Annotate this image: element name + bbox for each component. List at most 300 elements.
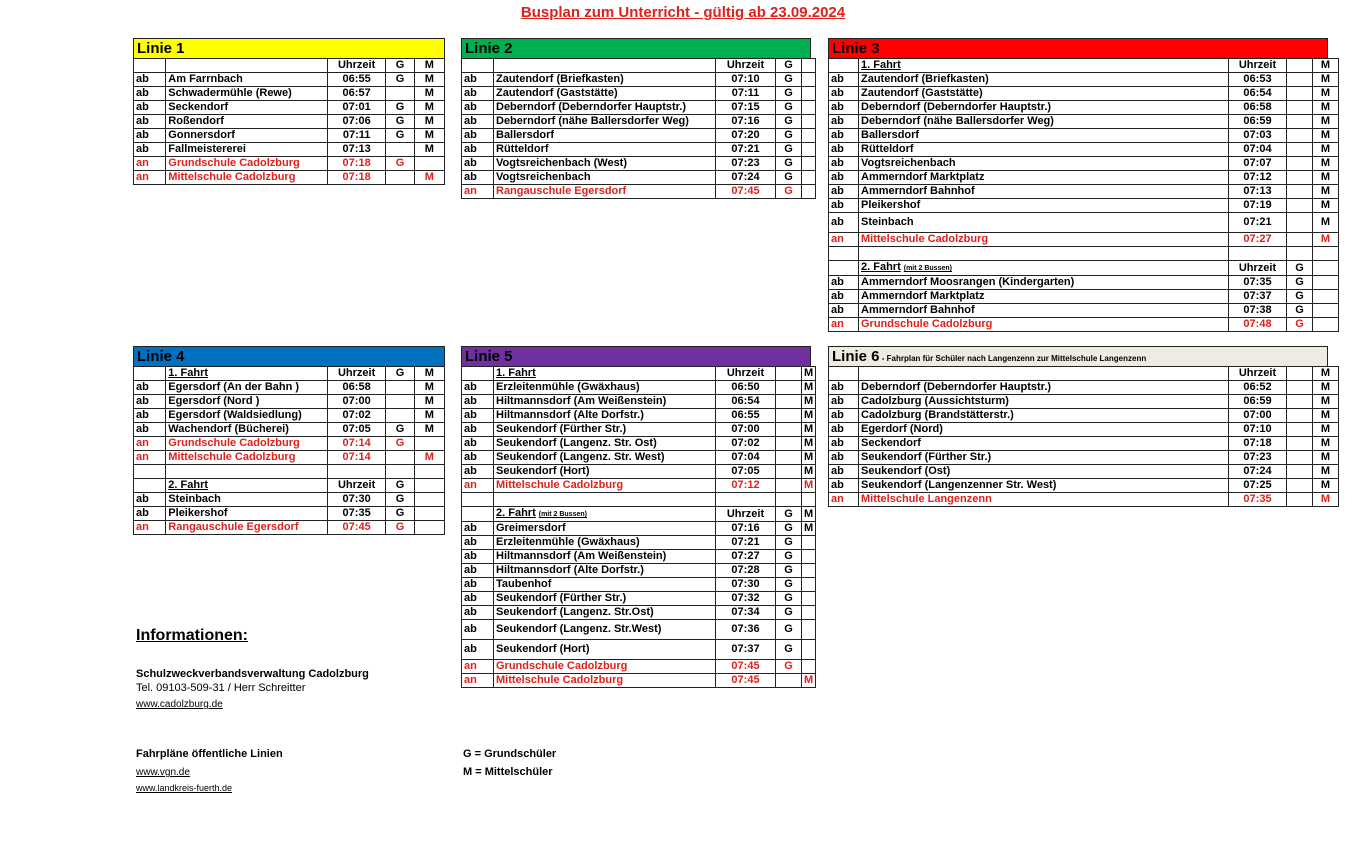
stop-name-cell (859, 247, 1229, 261)
stop-type-cell (829, 213, 859, 233)
stop-type-cell (829, 261, 859, 276)
stop-name-cell (494, 101, 716, 115)
cell-text: G (395, 437, 405, 449)
time-cell (1229, 129, 1287, 143)
stop-type-cell (829, 381, 859, 395)
stop-type-cell (829, 247, 859, 261)
cell-text: Steinbach (168, 493, 221, 505)
stop-type-cell (829, 409, 859, 423)
stop-name-cell (166, 521, 328, 535)
cell-text: M (1320, 143, 1331, 155)
table-row (462, 73, 816, 87)
schedule-l3 (828, 38, 1331, 332)
time-cell (1229, 437, 1287, 451)
table-row (829, 465, 1339, 479)
cell-text: 07:05 (731, 465, 760, 477)
stop-name-cell (166, 395, 328, 409)
mittelschule-flag-cell (802, 479, 816, 493)
grundschule-flag-cell (776, 87, 802, 101)
stop-name-cell (859, 115, 1229, 129)
stop-type-cell (462, 465, 494, 479)
cell-text: 07:21 (1243, 216, 1272, 228)
link-cadolzburg[interactable]: www.cadolzburg.de (136, 699, 223, 710)
stop-name-cell (166, 493, 328, 507)
table-row (462, 620, 816, 640)
cell-text: Vogtsreichenbach (861, 157, 956, 169)
grundschule-flag-cell (1287, 304, 1313, 318)
mittelschule-flag-cell (414, 367, 444, 381)
mittelschule-flag-cell (802, 73, 816, 87)
cell-text: Egersdorf (Waldsiedlung) (168, 409, 302, 421)
cell-text: 07:20 (731, 129, 760, 141)
table-row (462, 465, 816, 479)
cell-text: Mittelschule Cadolzburg (496, 479, 624, 491)
time-cell (327, 367, 386, 381)
cell-text: ab (464, 87, 477, 99)
cell-text: ab (831, 101, 844, 113)
stop-name-cell (166, 73, 328, 87)
stop-type-cell (462, 522, 494, 536)
grundschule-flag-cell (386, 73, 414, 87)
cell-text: Seukendorf (Fürther Str.) (496, 592, 627, 604)
stop-name-cell (494, 465, 716, 479)
cell-text: Uhrzeit (726, 59, 765, 71)
stop-type-cell (829, 304, 859, 318)
time-cell (327, 101, 386, 115)
cell-text: an (136, 157, 149, 169)
cell-text: M (1320, 129, 1331, 141)
mittelschule-flag-cell (414, 409, 444, 423)
info-org: Schulzweckverbandsverwaltung Cadolzburg (136, 668, 369, 680)
info-public-heading: Fahrpläne öffentliche Linien (136, 748, 283, 760)
grundschule-flag-cell (1287, 479, 1313, 493)
table-row (134, 493, 445, 507)
stop-type-cell (134, 73, 166, 87)
mittelschule-flag-cell (802, 115, 816, 129)
stop-name-cell (494, 437, 716, 451)
mittelschule-flag-cell (414, 395, 444, 409)
grundschule-flag-cell (1287, 87, 1313, 101)
stop-type-cell (134, 507, 166, 521)
cell-text: Egerdorf (Nord) (861, 423, 943, 435)
cell-text: an (136, 437, 149, 449)
stop-type-cell (829, 59, 859, 73)
cell-text: ab (831, 465, 844, 477)
grundschule-flag-cell (386, 479, 414, 493)
mittelschule-flag-cell (802, 536, 816, 550)
time-cell (716, 465, 776, 479)
time-cell (716, 578, 776, 592)
time-cell (1229, 276, 1287, 290)
cell-text: M (804, 367, 814, 379)
cell-text: 07:11 (731, 87, 760, 99)
cell-text: M (1320, 451, 1331, 463)
stop-type-cell (829, 318, 859, 332)
grundschule-flag-cell (1287, 171, 1313, 185)
cell-text: Deberndorf (nähe Ballersdorfer Weg) (861, 115, 1054, 127)
stop-name-cell (859, 213, 1229, 233)
time-cell (327, 409, 386, 423)
cell-text: Ammerndorf Marktplatz (861, 290, 985, 302)
grundschule-flag-cell (776, 620, 802, 640)
time-cell (327, 59, 386, 73)
stop-type-cell (462, 423, 494, 437)
mittelschule-flag-cell (802, 381, 816, 395)
stop-name-cell (494, 395, 716, 409)
stop-name-cell (859, 261, 1229, 276)
cell-text: M (1320, 233, 1331, 245)
table-row (462, 59, 816, 73)
stop-name-cell (494, 564, 716, 578)
table-row (462, 381, 816, 395)
stop-name-cell (166, 129, 328, 143)
cell-text: Uhrzeit (337, 479, 376, 491)
cell-text: ab (831, 304, 844, 316)
time-cell (1229, 213, 1287, 233)
time-cell (327, 479, 386, 493)
cell-text: M (1320, 73, 1331, 85)
stop-type-cell (829, 157, 859, 171)
cell-text: ab (464, 381, 477, 393)
cell-text: M (804, 409, 814, 421)
cell-text: 07:12 (1243, 171, 1272, 183)
cell-text: G (784, 171, 793, 183)
grundschule-flag-cell (776, 606, 802, 620)
mittelschule-flag-cell (1313, 157, 1339, 171)
stop-name-cell (859, 318, 1229, 332)
cell-text: G (784, 550, 793, 562)
time-cell (1229, 367, 1287, 381)
stop-name-cell (859, 290, 1229, 304)
cell-text: 07:16 (731, 115, 760, 127)
cell-text: M (804, 507, 814, 520)
time-cell (327, 143, 386, 157)
cell-text: Seukendorf (Fürther Str.) (861, 451, 992, 463)
mittelschule-flag-cell (802, 660, 816, 674)
stop-name-cell (166, 479, 328, 493)
cell-text: Deberndorf (nähe Ballersdorfer Weg) (496, 115, 689, 127)
cell-text: 07:12 (731, 479, 760, 491)
line-name: Linie 5 (465, 348, 513, 365)
mittelschule-flag-cell (1313, 395, 1339, 409)
info-heading: Informationen: (136, 627, 248, 644)
cell-text: G (784, 643, 793, 655)
stop-name-cell (494, 620, 716, 640)
stop-name-cell (859, 381, 1229, 395)
cell-text: ab (464, 451, 477, 463)
grundschule-flag-cell (1287, 290, 1313, 304)
cell-text: Zautendorf (Briefkasten) (496, 73, 624, 85)
cell-text: Deberndorf (Deberndorfer Hauptstr.) (861, 101, 1052, 113)
table-row (829, 199, 1339, 213)
stop-type-cell (829, 143, 859, 157)
cell-text: ab (831, 381, 844, 393)
grundschule-flag-cell (1287, 199, 1313, 213)
cell-text: M (1320, 185, 1331, 197)
stop-type-cell (462, 409, 494, 423)
stop-type-cell (134, 437, 166, 451)
time-cell (1229, 171, 1287, 185)
stop-type-cell (829, 233, 859, 247)
time-cell (1229, 199, 1287, 213)
cell-text: ab (831, 115, 844, 127)
line-header (133, 346, 445, 366)
stop-type-cell (134, 479, 166, 493)
cell-text: Deberndorf (Deberndorfer Hauptstr.) (496, 101, 687, 113)
mittelschule-flag-cell (802, 507, 816, 522)
cell-text: 07:35 (342, 507, 371, 519)
cell-text: G (395, 507, 405, 519)
stop-type-cell (134, 157, 166, 171)
link-landkreis-fuerth[interactable]: www.landkreis-fuerth.de (136, 783, 233, 793)
cell-text: Rangauschule Egersdorf (496, 185, 627, 197)
cell-text: Cadolzburg (Aussichtsturm) (861, 395, 1009, 407)
stop-name-cell (494, 115, 716, 129)
grundschule-flag-cell (776, 437, 802, 451)
table-row (829, 213, 1339, 233)
grundschule-flag-cell (1287, 465, 1313, 479)
stop-type-cell (829, 101, 859, 115)
time-cell (716, 59, 776, 73)
cell-text: G (395, 493, 405, 505)
cell-text: 07:00 (731, 423, 760, 435)
cell-text: ab (464, 623, 477, 635)
cell-text: 06:58 (1243, 101, 1272, 113)
stop-type-cell (134, 171, 166, 185)
table-row (829, 129, 1339, 143)
stop-name-cell (494, 479, 716, 493)
time-cell (716, 171, 776, 185)
time-cell (327, 465, 386, 479)
mittelschule-flag-cell (414, 143, 444, 157)
table-row (134, 87, 445, 101)
cell-text: ab (136, 507, 149, 519)
cell-text: M (804, 522, 814, 534)
cell-text: ab (831, 216, 844, 228)
table-row (829, 143, 1339, 157)
info-tel: Tel. 09103-509-31 / Herr Schreitter (136, 682, 306, 694)
grundschule-flag-cell (776, 465, 802, 479)
cell-text: M (1320, 87, 1331, 99)
cell-text: 07:45 (731, 660, 760, 672)
cell-text: G (784, 59, 793, 71)
cell-text: M (424, 101, 434, 113)
mittelschule-flag-cell (802, 59, 816, 73)
table-row (829, 381, 1339, 395)
cell-text: ab (464, 73, 477, 85)
cell-text: Zautendorf (Gaststätte) (496, 87, 618, 99)
mittelschule-flag-cell (1313, 115, 1339, 129)
cell-text: Egersdorf (Nord ) (168, 395, 260, 407)
mittelschule-flag-cell (414, 493, 444, 507)
table-row (462, 129, 816, 143)
line-header (828, 346, 1328, 366)
mittelschule-flag-cell (1313, 213, 1339, 233)
time-cell (716, 592, 776, 606)
mittelschule-flag-cell (1313, 493, 1339, 507)
cell-text: Mittelschule Langenzenn (861, 493, 992, 505)
grundschule-flag-cell (776, 129, 802, 143)
stop-name-cell (166, 87, 328, 101)
mittelschule-flag-cell (802, 578, 816, 592)
cell-text: M (424, 381, 434, 393)
table-row (134, 59, 445, 73)
line-name: Linie 3 (832, 40, 880, 57)
stop-name-cell (166, 381, 328, 395)
cell-text: Grundschule Cadolzburg (168, 157, 300, 169)
stop-name-cell (494, 409, 716, 423)
stop-type-cell (462, 674, 494, 688)
cell-text: 06:59 (1243, 115, 1272, 127)
cell-text: G (1295, 276, 1304, 288)
mittelschule-flag-cell (1313, 367, 1339, 381)
time-cell (1229, 304, 1287, 318)
stop-name-cell (494, 59, 716, 73)
schedule-l6 (828, 346, 1331, 507)
stop-type-cell (462, 507, 494, 522)
cell-text: 07:18 (1243, 437, 1272, 449)
cell-text: ab (831, 479, 844, 491)
table-row (462, 451, 816, 465)
stop-type-cell (462, 381, 494, 395)
time-cell (1229, 409, 1287, 423)
cell-text: Grundschule Cadolzburg (168, 437, 300, 449)
grundschule-flag-cell (776, 423, 802, 437)
stop-name-cell (494, 592, 716, 606)
cell-text: Grundschule Cadolzburg (496, 660, 628, 672)
stop-type-cell (462, 606, 494, 620)
stop-type-cell (462, 620, 494, 640)
stop-name-cell (166, 409, 328, 423)
cell-text: ab (831, 129, 844, 141)
mittelschule-flag-cell (802, 674, 816, 688)
cell-text: G (1295, 304, 1304, 316)
time-cell (716, 73, 776, 87)
grundschule-flag-cell (776, 564, 802, 578)
cell-text: G (1295, 261, 1304, 274)
cell-text: Mittelschule Cadolzburg (496, 674, 624, 686)
grundschule-flag-cell (776, 115, 802, 129)
cell-text: an (464, 660, 477, 672)
cell-text: Rütteldorf (496, 143, 549, 155)
time-cell (716, 101, 776, 115)
cell-text: Seukendorf (Langenz. Str. Ost) (496, 437, 657, 449)
mittelschule-flag-cell (414, 101, 444, 115)
cell-text: 06:55 (342, 73, 371, 85)
cell-text: G (784, 129, 793, 141)
stop-name-cell (494, 367, 716, 381)
cell-text: Seukendorf (Hort) (496, 643, 590, 655)
time-cell (716, 564, 776, 578)
stop-type-cell (462, 143, 494, 157)
table-row (134, 507, 445, 521)
stop-name-cell (166, 115, 328, 129)
cell-text: 1. Fahrt (168, 367, 209, 379)
cell-text: Mittelschule Cadolzburg (861, 233, 989, 245)
cell-text: 07:35 (1243, 276, 1272, 288)
stop-type-cell (462, 536, 494, 550)
grundschule-flag-cell (776, 578, 802, 592)
stop-type-cell (462, 367, 494, 381)
grundschule-flag-cell (1287, 409, 1313, 423)
cell-text: G (395, 479, 405, 491)
table-row (462, 157, 816, 171)
stop-name-cell (859, 59, 1229, 73)
time-cell (716, 674, 776, 688)
time-cell (716, 479, 776, 493)
time-cell (1229, 493, 1287, 507)
stop-name-cell (494, 507, 716, 522)
table-row (134, 101, 445, 115)
stop-type-cell (134, 381, 166, 395)
table-row (462, 87, 816, 101)
time-cell (1229, 233, 1287, 247)
line-header (461, 38, 811, 58)
table-row (462, 479, 816, 493)
table-row (462, 522, 816, 536)
cell-text: Uhrzeit (337, 367, 376, 379)
table-row (134, 129, 445, 143)
mittelschule-flag-cell (1313, 479, 1339, 493)
cell-text: Ammerndorf Bahnhof (861, 304, 975, 316)
time-cell (716, 606, 776, 620)
grundschule-flag-cell (1287, 276, 1313, 290)
stop-name-cell (494, 129, 716, 143)
cell-text: ab (464, 171, 477, 183)
cell-text: 07:37 (731, 643, 760, 655)
table-row (829, 171, 1339, 185)
mittelschule-flag-cell (1313, 129, 1339, 143)
grundschule-flag-cell (776, 522, 802, 536)
cell-text: M (424, 59, 434, 71)
cell-text: Vogtsreichenbach (West) (496, 157, 628, 169)
table-row (462, 660, 816, 674)
link-vgn[interactable]: www.vgn.de (136, 767, 190, 778)
mittelschule-flag-cell (414, 73, 444, 87)
table-row (829, 451, 1339, 465)
cell-text: G (784, 592, 793, 604)
time-cell (327, 157, 386, 171)
time-cell (1229, 59, 1287, 73)
line-header (828, 38, 1328, 58)
stop-type-cell (462, 129, 494, 143)
grundschule-flag-cell (1287, 261, 1313, 276)
stop-name-cell (859, 73, 1229, 87)
time-cell (1229, 185, 1287, 199)
mittelschule-flag-cell (1313, 381, 1339, 395)
cell-text: G (395, 115, 405, 127)
stop-name-cell (166, 437, 328, 451)
grundschule-flag-cell (1287, 318, 1313, 332)
cell-text: an (136, 171, 149, 183)
cell-text: 07:21 (731, 143, 760, 155)
cell-text: Seukendorf (Ost) (861, 465, 951, 477)
mittelschule-flag-cell (802, 367, 816, 381)
mittelschule-flag-cell (1313, 451, 1339, 465)
cell-text: 07:01 (342, 101, 371, 113)
cell-text: Erzleitenmühle (Gwäxhaus) (496, 381, 640, 393)
cell-text: 07:48 (1243, 318, 1272, 330)
stop-name-cell (494, 423, 716, 437)
stop-type-cell (462, 564, 494, 578)
time-cell (1229, 87, 1287, 101)
cell-text: M (424, 143, 434, 155)
mittelschule-flag-cell (1313, 409, 1339, 423)
stop-name-cell (859, 129, 1229, 143)
table-row (462, 185, 816, 199)
cell-text: 07:10 (1243, 423, 1272, 435)
stop-type-cell (134, 493, 166, 507)
